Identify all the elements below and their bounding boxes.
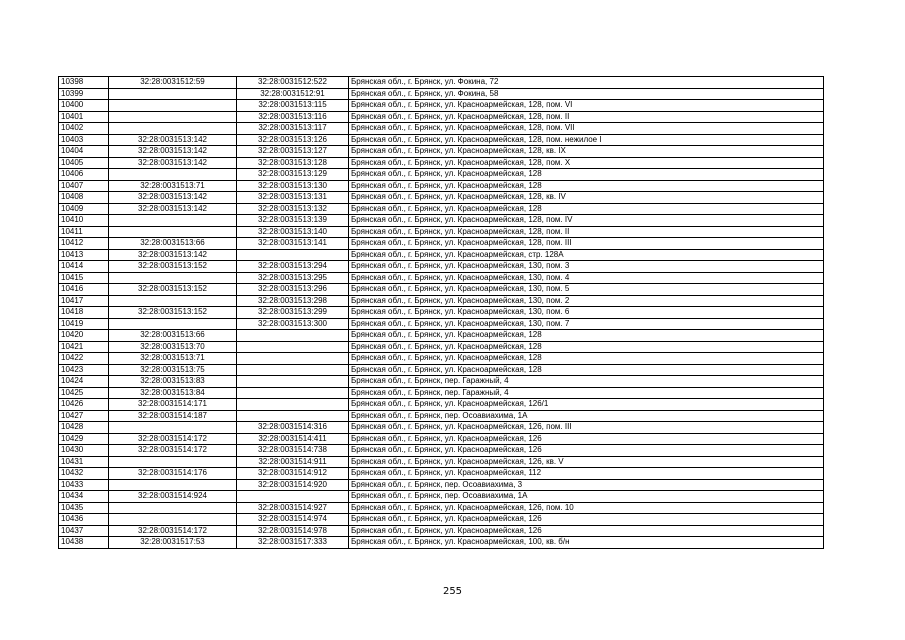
- table-row: [59, 537, 824, 549]
- row-number-cell: 10411: [59, 226, 109, 238]
- table-row: [59, 445, 824, 457]
- address-cell: Брянская обл., г. Брянск, ул. Красноармейская, 126: [349, 433, 824, 445]
- row-number-cell: 10414: [59, 261, 109, 273]
- page-number: 255: [442, 586, 463, 597]
- address-cell: Брянская обл., г. Брянск, ул. Красноармейская, 128, пом. IV: [349, 215, 824, 227]
- object-number-cell: 32:28:0031513:132: [237, 203, 349, 215]
- table-row: [59, 341, 824, 353]
- row-number-cell: 10413: [59, 249, 109, 261]
- address-cell: Брянская обл., г. Брянск, ул. Красноармейская, 128: [349, 169, 824, 181]
- cadastral-table-body: [59, 77, 824, 549]
- land-parcel-cell: 32:28:0031513:70: [109, 341, 237, 353]
- address-cell: Брянская обл., г. Брянск, ул. Красноармейская, 126, кв. V: [349, 456, 824, 468]
- table-row: [59, 399, 824, 411]
- land-parcel-cell: [109, 456, 237, 468]
- table-row: [59, 157, 824, 169]
- object-number-cell: 32:28:0031513:141: [237, 238, 349, 250]
- object-number-cell: [237, 399, 349, 411]
- object-number-cell: 32:28:0031513:131: [237, 192, 349, 204]
- table-row: [59, 525, 824, 537]
- row-number-cell: 10421: [59, 341, 109, 353]
- object-number-cell: [237, 249, 349, 261]
- object-number-cell: 32:28:0031514:316: [237, 422, 349, 434]
- object-number-cell: 32:28:0031513:295: [237, 272, 349, 284]
- object-number-cell: [237, 387, 349, 399]
- address-cell: Брянская обл., г. Брянск, пер. Осоавиахима, 3: [349, 479, 824, 491]
- address-cell: Брянская обл., г. Брянск, ул. Красноармейская, 128, пом. II: [349, 111, 824, 123]
- land-parcel-cell: 32:28:0031513:84: [109, 387, 237, 399]
- land-parcel-cell: 32:28:0031513:152: [109, 284, 237, 296]
- object-number-cell: [237, 364, 349, 376]
- land-parcel-cell: [109, 226, 237, 238]
- object-number-cell: [237, 491, 349, 503]
- address-cell: Брянская обл., г. Брянск, ул. Красноармейская, 130, пом. 7: [349, 318, 824, 330]
- table-row: [59, 456, 824, 468]
- land-parcel-cell: 32:28:0031517:53: [109, 537, 237, 549]
- land-parcel-cell: 32:28:0031514:172: [109, 445, 237, 457]
- address-cell: Брянская обл., г. Брянск, ул. Красноармейская, 128, пом. нежилое I: [349, 134, 824, 146]
- address-cell: Брянская обл., г. Брянск, пер. Гаражный, 4: [349, 376, 824, 388]
- land-parcel-cell: [109, 479, 237, 491]
- object-number-cell: 32:28:0031513:127: [237, 146, 349, 158]
- land-parcel-cell: 32:28:0031513:75: [109, 364, 237, 376]
- address-cell: Брянская обл., г. Брянск, ул. Красноармейская, 128: [349, 330, 824, 342]
- address-cell: Брянская обл., г. Брянск, ул. Красноармейская, 128, кв. IX: [349, 146, 824, 158]
- row-number-cell: 10418: [59, 307, 109, 319]
- address-cell: Брянская обл., г. Брянск, ул. Фокина, 72: [349, 77, 824, 89]
- land-parcel-cell: 32:28:0031513:142: [109, 249, 237, 261]
- table-row: [59, 330, 824, 342]
- row-number-cell: 10408: [59, 192, 109, 204]
- table-row: [59, 100, 824, 112]
- object-number-cell: 32:28:0031513:115: [237, 100, 349, 112]
- object-number-cell: 32:28:0031513:117: [237, 123, 349, 135]
- table-row: [59, 215, 824, 227]
- land-parcel-cell: [109, 215, 237, 227]
- row-number-cell: 10435: [59, 502, 109, 514]
- object-number-cell: 32:28:0031513:139: [237, 215, 349, 227]
- land-parcel-cell: 32:28:0031513:152: [109, 261, 237, 273]
- table-row: [59, 249, 824, 261]
- address-cell: Брянская обл., г. Брянск, ул. Красноармейская, 130, пом. 3: [349, 261, 824, 273]
- address-cell: Брянская обл., г. Брянск, ул. Красноармейская, стр. 128А: [349, 249, 824, 261]
- row-number-cell: 10423: [59, 364, 109, 376]
- object-number-cell: [237, 341, 349, 353]
- table-row: [59, 238, 824, 250]
- address-cell: Брянская обл., г. Брянск, ул. Красноармейская, 128, кв. IV: [349, 192, 824, 204]
- address-cell: Брянская обл., г. Брянск, ул. Красноармейская, 126, пом. 10: [349, 502, 824, 514]
- address-cell: Брянская обл., г. Брянск, ул. Красноармейская, 128: [349, 341, 824, 353]
- address-cell: Брянская обл., г. Брянск, ул. Красноармейская, 128: [349, 180, 824, 192]
- land-parcel-cell: 32:28:0031513:83: [109, 376, 237, 388]
- row-number-cell: 10428: [59, 422, 109, 434]
- land-parcel-cell: 32:28:0031513:71: [109, 353, 237, 365]
- row-number-cell: 10437: [59, 525, 109, 537]
- address-cell: Брянская обл., г. Брянск, пер. Осоавиахима, 1А: [349, 491, 824, 503]
- land-parcel-cell: [109, 169, 237, 181]
- row-number-cell: 10434: [59, 491, 109, 503]
- land-parcel-cell: [109, 295, 237, 307]
- object-number-cell: 32:28:0031512:91: [237, 88, 349, 100]
- land-parcel-cell: [109, 111, 237, 123]
- address-cell: Брянская обл., г. Брянск, ул. Красноармейская, 128: [349, 353, 824, 365]
- table-row: [59, 295, 824, 307]
- object-number-cell: 32:28:0031514:411: [237, 433, 349, 445]
- row-number-cell: 10404: [59, 146, 109, 158]
- row-number-cell: 10426: [59, 399, 109, 411]
- table-row: [59, 353, 824, 365]
- object-number-cell: 32:28:0031513:296: [237, 284, 349, 296]
- table-row: [59, 111, 824, 123]
- land-parcel-cell: [109, 88, 237, 100]
- row-number-cell: 10412: [59, 238, 109, 250]
- row-number-cell: 10407: [59, 180, 109, 192]
- land-parcel-cell: 32:28:0031513:142: [109, 157, 237, 169]
- table-row: [59, 226, 824, 238]
- row-number-cell: 10425: [59, 387, 109, 399]
- object-number-cell: 32:28:0031513:294: [237, 261, 349, 273]
- object-number-cell: 32:28:0031514:912: [237, 468, 349, 480]
- table-row: [59, 146, 824, 158]
- table-row: [59, 180, 824, 192]
- land-parcel-cell: 32:28:0031514:171: [109, 399, 237, 411]
- object-number-cell: 32:28:0031513:126: [237, 134, 349, 146]
- address-cell: Брянская обл., г. Брянск, ул. Красноармейская, 128, пом. III: [349, 238, 824, 250]
- object-number-cell: [237, 353, 349, 365]
- land-parcel-cell: [109, 422, 237, 434]
- object-number-cell: 32:28:0031514:920: [237, 479, 349, 491]
- object-number-cell: 32:28:0031513:140: [237, 226, 349, 238]
- object-number-cell: 32:28:0031513:298: [237, 295, 349, 307]
- object-number-cell: 32:28:0031514:911: [237, 456, 349, 468]
- row-number-cell: 10410: [59, 215, 109, 227]
- table-row: [59, 272, 824, 284]
- row-number-cell: 10398: [59, 77, 109, 89]
- table-row: [59, 203, 824, 215]
- address-cell: Брянская обл., г. Брянск, ул. Красноармейская, 130, пом. 2: [349, 295, 824, 307]
- land-parcel-cell: 32:28:0031512:59: [109, 77, 237, 89]
- land-parcel-cell: [109, 100, 237, 112]
- address-cell: Брянская обл., г. Брянск, ул. Красноармейская, 128: [349, 364, 824, 376]
- table-row: [59, 192, 824, 204]
- object-number-cell: 32:28:0031513:299: [237, 307, 349, 319]
- table-row: [59, 318, 824, 330]
- row-number-cell: 10420: [59, 330, 109, 342]
- object-number-cell: 32:28:0031513:129: [237, 169, 349, 181]
- object-number-cell: 32:28:0031514:738: [237, 445, 349, 457]
- row-number-cell: 10415: [59, 272, 109, 284]
- row-number-cell: 10436: [59, 514, 109, 526]
- address-cell: Брянская обл., г. Брянск, ул. Красноармейская, 130, пом. 4: [349, 272, 824, 284]
- object-number-cell: 32:28:0031514:927: [237, 502, 349, 514]
- table-row: [59, 261, 824, 273]
- address-cell: Брянская обл., г. Брянск, пер. Гаражный, 4: [349, 387, 824, 399]
- row-number-cell: 10429: [59, 433, 109, 445]
- address-cell: Брянская обл., г. Брянск, ул. Красноармейская, 126, пом. III: [349, 422, 824, 434]
- table-row: [59, 422, 824, 434]
- land-parcel-cell: [109, 514, 237, 526]
- land-parcel-cell: 32:28:0031513:142: [109, 203, 237, 215]
- address-cell: Брянская обл., г. Брянск, ул. Красноармейская, 100, кв. б/н: [349, 537, 824, 549]
- address-cell: Брянская обл., г. Брянск, ул. Красноармейская, 128: [349, 203, 824, 215]
- row-number-cell: 10430: [59, 445, 109, 457]
- address-cell: Брянская обл., г. Брянск, ул. Красноармейская, 130, пом. 5: [349, 284, 824, 296]
- row-number-cell: 10432: [59, 468, 109, 480]
- land-parcel-cell: 32:28:0031514:176: [109, 468, 237, 480]
- land-parcel-cell: 32:28:0031514:172: [109, 525, 237, 537]
- row-number-cell: 10419: [59, 318, 109, 330]
- row-number-cell: 10417: [59, 295, 109, 307]
- table-row: [59, 284, 824, 296]
- table-row: [59, 134, 824, 146]
- row-number-cell: 10438: [59, 537, 109, 549]
- land-parcel-cell: 32:28:0031513:152: [109, 307, 237, 319]
- land-parcel-cell: 32:28:0031514:924: [109, 491, 237, 503]
- row-number-cell: 10409: [59, 203, 109, 215]
- object-number-cell: 32:28:0031513:128: [237, 157, 349, 169]
- land-parcel-cell: 32:28:0031513:66: [109, 330, 237, 342]
- table-row: [59, 387, 824, 399]
- object-number-cell: 32:28:0031517:333: [237, 537, 349, 549]
- row-number-cell: 10433: [59, 479, 109, 491]
- row-number-cell: 10422: [59, 353, 109, 365]
- address-cell: Брянская обл., г. Брянск, ул. Красноармейская, 128, пом. X: [349, 157, 824, 169]
- table-row: [59, 479, 824, 491]
- table-row: [59, 491, 824, 503]
- address-cell: Брянская обл., г. Брянск, ул. Красноармейская, 126: [349, 445, 824, 457]
- object-number-cell: [237, 410, 349, 422]
- table-row: [59, 307, 824, 319]
- land-parcel-cell: 32:28:0031513:66: [109, 238, 237, 250]
- land-parcel-cell: 32:28:0031513:142: [109, 134, 237, 146]
- land-parcel-cell: 32:28:0031513:142: [109, 146, 237, 158]
- row-number-cell: 10402: [59, 123, 109, 135]
- row-number-cell: 10399: [59, 88, 109, 100]
- object-number-cell: 32:28:0031513:300: [237, 318, 349, 330]
- table-row: [59, 364, 824, 376]
- address-cell: Брянская обл., г. Брянск, ул. Красноармейская, 128, пом. VI: [349, 100, 824, 112]
- address-cell: Брянская обл., г. Брянск, ул. Красноармейская, 126: [349, 525, 824, 537]
- object-number-cell: 32:28:0031513:130: [237, 180, 349, 192]
- row-number-cell: 10401: [59, 111, 109, 123]
- table-row: [59, 410, 824, 422]
- row-number-cell: 10403: [59, 134, 109, 146]
- address-cell: Брянская обл., г. Брянск, ул. Красноармейская, 112: [349, 468, 824, 480]
- table-row: [59, 77, 824, 89]
- cadastral-table: [58, 76, 824, 549]
- object-number-cell: [237, 330, 349, 342]
- land-parcel-cell: [109, 318, 237, 330]
- land-parcel-cell: 32:28:0031513:142: [109, 192, 237, 204]
- land-parcel-cell: 32:28:0031514:187: [109, 410, 237, 422]
- land-parcel-cell: 32:28:0031514:172: [109, 433, 237, 445]
- object-number-cell: 32:28:0031513:116: [237, 111, 349, 123]
- object-number-cell: 32:28:0031512:522: [237, 77, 349, 89]
- table-row: [59, 502, 824, 514]
- address-cell: Брянская обл., г. Брянск, ул. Красноармейская, 128, пом. VII: [349, 123, 824, 135]
- object-number-cell: 32:28:0031514:978: [237, 525, 349, 537]
- table-row: [59, 514, 824, 526]
- row-number-cell: 10400: [59, 100, 109, 112]
- row-number-cell: 10431: [59, 456, 109, 468]
- table-row: [59, 123, 824, 135]
- row-number-cell: 10416: [59, 284, 109, 296]
- address-cell: Брянская обл., г. Брянск, ул. Красноармейская, 130, пом. 6: [349, 307, 824, 319]
- object-number-cell: 32:28:0031514:974: [237, 514, 349, 526]
- object-number-cell: [237, 376, 349, 388]
- address-cell: Брянская обл., г. Брянск, ул. Фокина, 58: [349, 88, 824, 100]
- address-cell: Брянская обл., г. Брянск, ул. Красноармейская, 126: [349, 514, 824, 526]
- row-number-cell: 10427: [59, 410, 109, 422]
- table-row: [59, 88, 824, 100]
- address-cell: Брянская обл., г. Брянск, ул. Красноармейская, 128, пом. II: [349, 226, 824, 238]
- address-cell: Брянская обл., г. Брянск, пер. Осоавиахима, 1А: [349, 410, 824, 422]
- land-parcel-cell: [109, 123, 237, 135]
- table-row: [59, 468, 824, 480]
- table-row: [59, 433, 824, 445]
- row-number-cell: 10406: [59, 169, 109, 181]
- land-parcel-cell: 32:28:0031513:71: [109, 180, 237, 192]
- row-number-cell: 10424: [59, 376, 109, 388]
- table-row: [59, 169, 824, 181]
- land-parcel-cell: [109, 272, 237, 284]
- row-number-cell: 10405: [59, 157, 109, 169]
- land-parcel-cell: [109, 502, 237, 514]
- address-cell: Брянская обл., г. Брянск, ул. Красноармейская, 126/1: [349, 399, 824, 411]
- table-row: [59, 376, 824, 388]
